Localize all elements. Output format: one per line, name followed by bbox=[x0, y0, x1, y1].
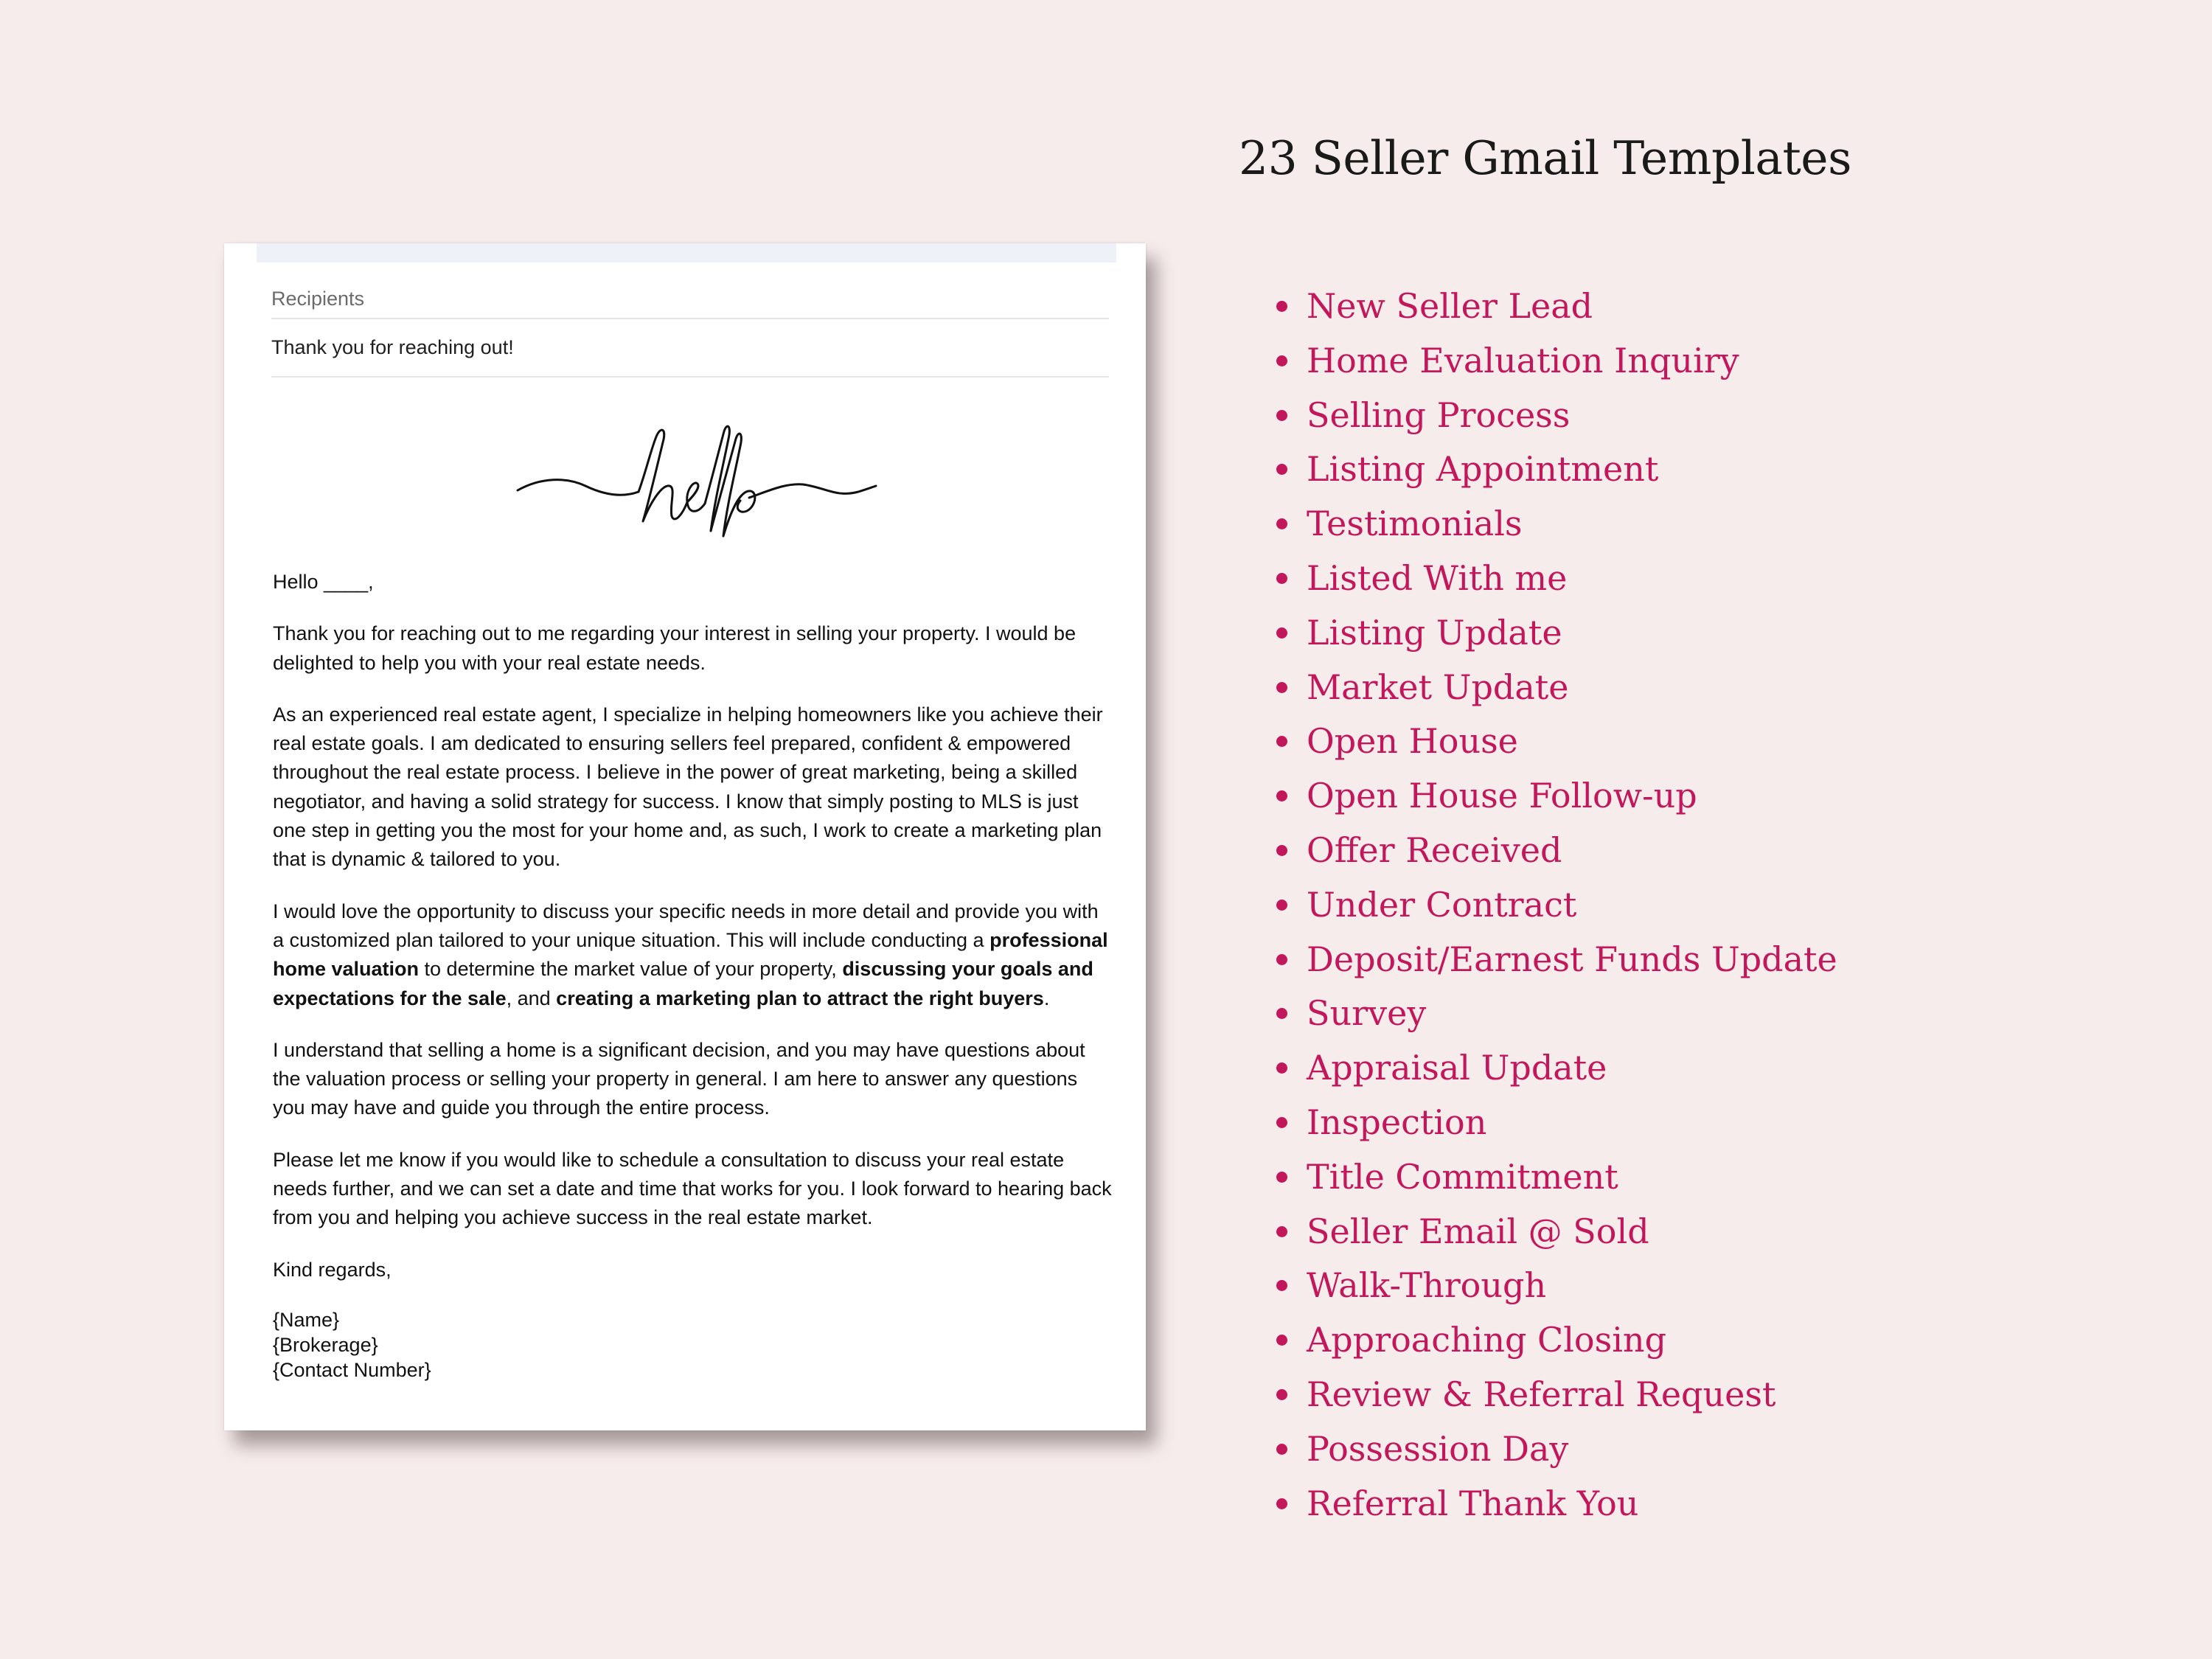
p3-text-4: . bbox=[1043, 987, 1050, 1009]
bullet-icon bbox=[1276, 627, 1287, 639]
template-list-item bbox=[1274, 719, 1837, 773]
template-list-item bbox=[1274, 447, 1837, 501]
bullet-icon bbox=[1276, 1062, 1287, 1074]
template-item-label: Seller Email @ Sold bbox=[1307, 1211, 1649, 1251]
template-list-item bbox=[1274, 883, 1837, 937]
bullet-icon bbox=[1276, 301, 1287, 312]
greeting-line: Hello ____, bbox=[273, 571, 374, 593]
bullet-icon bbox=[1276, 790, 1287, 801]
bullet-icon bbox=[1276, 900, 1287, 911]
signature-contact: {Contact Number} bbox=[273, 1358, 431, 1381]
template-list-item bbox=[1274, 1209, 1837, 1264]
bullet-icon bbox=[1276, 954, 1287, 965]
bullet-icon bbox=[1276, 1444, 1287, 1455]
bullet-icon bbox=[1276, 410, 1287, 421]
p3-text-3: , and bbox=[506, 987, 557, 1009]
template-list-item bbox=[1274, 501, 1837, 556]
template-item-label: Listing Update bbox=[1307, 612, 1562, 653]
template-list-item bbox=[1274, 1427, 1837, 1481]
template-list-item bbox=[1274, 991, 1837, 1046]
template-list-item bbox=[1274, 1481, 1837, 1536]
template-item-label: New Seller Lead bbox=[1307, 286, 1593, 326]
template-item-label: Open House Follow-up bbox=[1307, 776, 1697, 816]
template-item-label: Walk-Through bbox=[1307, 1265, 1547, 1306]
template-list-item bbox=[1274, 1263, 1837, 1318]
template-item-label: Home Evaluation Inquiry bbox=[1307, 340, 1739, 380]
bullet-icon bbox=[1276, 845, 1287, 856]
template-list-item bbox=[1274, 1372, 1837, 1427]
template-list-item bbox=[1274, 1046, 1837, 1100]
p3-text-2: to determine the market value of your property, bbox=[419, 958, 843, 981]
template-item-label: Survey bbox=[1307, 993, 1427, 1034]
template-list-item bbox=[1274, 665, 1837, 720]
template-item-label: Possession Day bbox=[1307, 1428, 1569, 1469]
template-item-label: Referral Thank You bbox=[1307, 1483, 1639, 1523]
template-item-label: Open House bbox=[1307, 721, 1518, 762]
bullet-icon bbox=[1276, 355, 1287, 366]
bullet-icon bbox=[1276, 573, 1287, 584]
bullet-icon bbox=[1276, 1498, 1287, 1509]
template-list bbox=[1274, 284, 1837, 1535]
template-item-label: Listed With me bbox=[1307, 557, 1568, 598]
bullet-icon bbox=[1276, 1226, 1287, 1237]
bullet-icon bbox=[1276, 1389, 1287, 1400]
email-top-bar bbox=[257, 243, 1116, 262]
template-list-item bbox=[1274, 338, 1837, 393]
bullet-icon bbox=[1276, 736, 1287, 747]
template-item-label: Deposit/Earnest Funds Update bbox=[1307, 939, 1837, 979]
bullet-icon bbox=[1276, 1335, 1287, 1346]
subject-field[interactable]: Thank you for reaching out! bbox=[271, 336, 514, 358]
body-paragraph-5: Please let me know if you would like to schedule a consultation to discuss your real estate needs further, and we can set a date and time that works for you. I look forward to hearing back from you and helping you achieve success in the real estate market. bbox=[273, 1148, 1112, 1229]
recipients-field[interactable]: Recipients bbox=[271, 288, 365, 310]
bullet-icon bbox=[1276, 682, 1287, 693]
signature-name: {Name} bbox=[273, 1308, 340, 1331]
body-paragraph-2: As an experienced real estate agent, I specialize in helping homeowners like you achieve their real estate goals. I am dedicated to ensuring sellers feel prepared, confident & empowered throughout the real estate process. I believe in the power of great marketing, being a skilled negotiator, and having a solid strategy for success. I know that simply posting to MLS is just one step in getting you the most for your home and, as such, I work to create a marketing plan that is dynamic & tailored to you. bbox=[273, 703, 1103, 871]
template-list-item bbox=[1274, 1155, 1837, 1209]
template-item-label: Approaching Closing bbox=[1307, 1320, 1667, 1360]
p3-bold-valuation: professional home valuation bbox=[273, 928, 1108, 981]
bullet-icon bbox=[1276, 1280, 1287, 1291]
template-list-item bbox=[1274, 1100, 1837, 1155]
p3-bold-marketing: creating a marketing plan to attract the right buyers bbox=[556, 987, 1044, 1009]
template-list-item bbox=[1274, 773, 1837, 828]
page-title: 23 Seller Gmail Templates bbox=[1239, 131, 1851, 185]
email-body[interactable] bbox=[273, 568, 1113, 1382]
template-item-label: Listing Appointment bbox=[1307, 449, 1659, 490]
template-list-item bbox=[1274, 937, 1837, 992]
bullet-icon bbox=[1276, 464, 1287, 475]
template-list-item bbox=[1274, 1318, 1837, 1372]
template-item-label: Selling Process bbox=[1307, 394, 1571, 435]
email-preview-card bbox=[224, 243, 1146, 1430]
bullet-icon bbox=[1276, 1172, 1287, 1183]
closing-line: Kind regards, bbox=[273, 1258, 392, 1281]
body-paragraph-3 bbox=[273, 897, 1113, 1013]
template-item-label: Market Update bbox=[1307, 667, 1569, 707]
hello-script-graphic bbox=[512, 409, 880, 579]
body-paragraph-4: I understand that selling a home is a significant decision, and you may have questions about the valuation process or selling your property in general. I am here to answer any questions you may have and guide you through the entire process. bbox=[273, 1038, 1085, 1119]
p3-text-1: I would love the opportunity to discuss your specific needs in more detail and provide you with a customized plan tailored to your unique situation. This will include conducting a bbox=[273, 900, 1099, 951]
template-list-item bbox=[1274, 284, 1837, 338]
template-item-label: Under Contract bbox=[1307, 884, 1577, 925]
template-list-item bbox=[1274, 611, 1837, 665]
template-list-item bbox=[1274, 828, 1837, 883]
template-item-label: Inspection bbox=[1307, 1102, 1487, 1142]
signature-block bbox=[273, 1307, 1113, 1382]
bullet-icon bbox=[1276, 1008, 1287, 1019]
template-item-label: Appraisal Update bbox=[1307, 1048, 1607, 1088]
template-item-label: Title Commitment bbox=[1307, 1156, 1618, 1197]
p3-bold-goals: discussing your goals and expectations for the sale bbox=[273, 958, 1093, 1009]
template-list-item bbox=[1274, 556, 1837, 611]
recipients-divider bbox=[271, 318, 1109, 319]
body-paragraph-1: Thank you for reaching out to me regarding your interest in selling your property. I would be delighted to help you with your real estate needs. bbox=[273, 622, 1077, 674]
template-item-label: Testimonials bbox=[1307, 504, 1523, 544]
template-list-item bbox=[1274, 393, 1837, 448]
template-item-label: Offer Received bbox=[1307, 830, 1562, 870]
signature-brokerage: {Brokerage} bbox=[273, 1333, 378, 1356]
bullet-icon bbox=[1276, 1117, 1287, 1128]
template-item-label: Review & Referral Request bbox=[1307, 1374, 1776, 1414]
subject-divider bbox=[271, 376, 1109, 378]
bullet-icon bbox=[1276, 518, 1287, 529]
